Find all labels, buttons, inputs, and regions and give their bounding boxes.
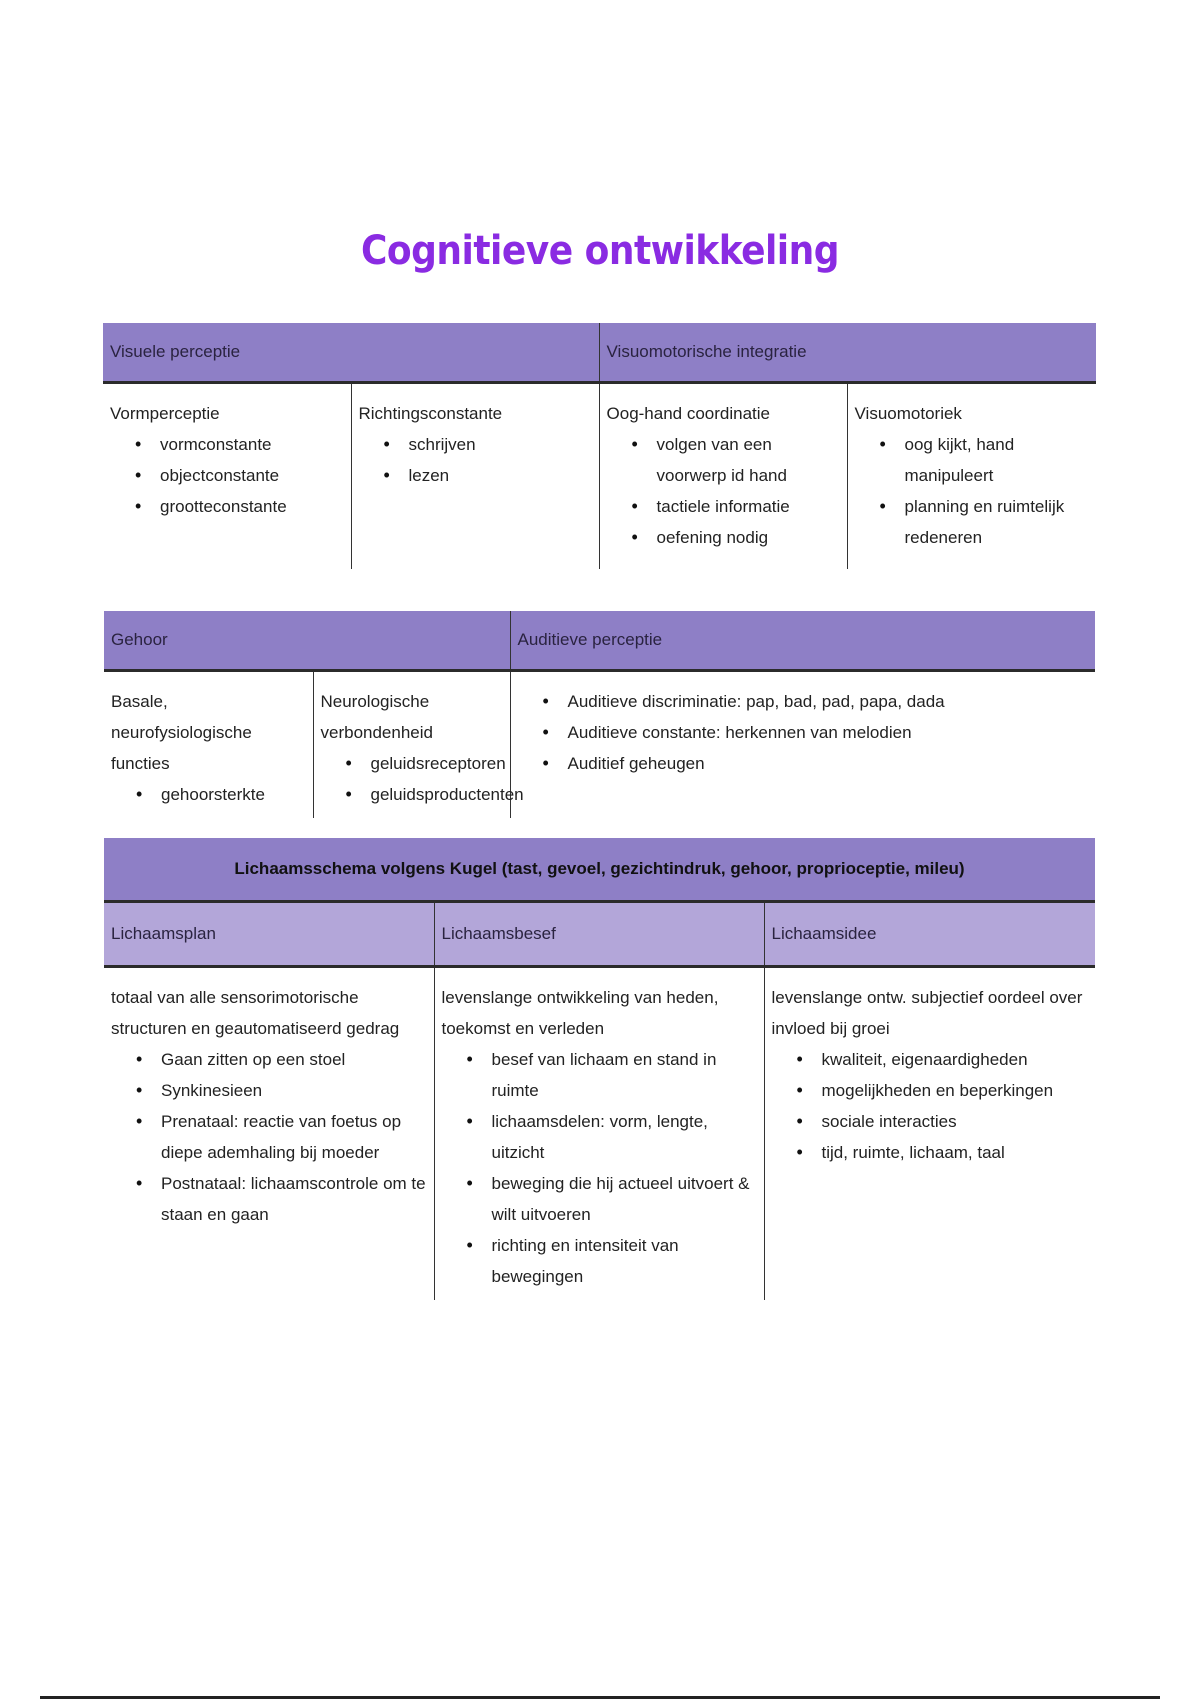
- table-auditory: [104, 611, 1095, 818]
- cell-heading: Vormperceptie: [110, 404, 220, 423]
- list-item: • sociale interacties: [822, 1106, 1089, 1137]
- list-item: • Postnataal: lichaamscontrole om te staan en gaan: [161, 1168, 427, 1230]
- list-item: • volgen van een voorwerp id hand: [657, 429, 840, 491]
- list-item: • geluidsproductenten: [371, 779, 503, 810]
- cell-neurologische-verbondenheid: [313, 671, 524, 819]
- header-gehoor: Gehoor: [104, 611, 510, 671]
- header-visuele-perceptie: Visuele perceptie: [103, 323, 599, 383]
- list-item: • objectconstante: [160, 460, 344, 491]
- list-item: • tijd, ruimte, lichaam, taal: [822, 1137, 1089, 1168]
- table-visual: [103, 323, 1096, 569]
- list-item: • vormconstante: [160, 429, 344, 460]
- cell-visuomotoriek: [847, 383, 1096, 569]
- subheader-lichaamsplan: Lichaamsplan: [104, 902, 434, 967]
- cell-heading: levenslange ontwikkeling van heden, toekomst en verleden: [441, 988, 719, 1038]
- table-lichaamsschema: [104, 838, 1095, 1300]
- footer-divider: [40, 1696, 1160, 1699]
- list-item: • tactiele informatie: [657, 491, 840, 522]
- cell-heading: levenslange ontw. subjectief oordeel over invloed bij groei: [771, 988, 1083, 1038]
- list-item: • Auditieve discriminatie: pap, bad, pad, papa, dada: [568, 686, 1089, 717]
- list-item: • Auditieve constante: herkennen van melodien: [568, 717, 1089, 748]
- cell-vormperceptie: [103, 383, 351, 569]
- header-visuomotorische-integratie: Visuomotorische integratie: [599, 323, 1096, 383]
- header-auditieve-perceptie: Auditieve perceptie: [510, 611, 1095, 671]
- list-item: • mogelijkheden en beperkingen: [822, 1075, 1089, 1106]
- subheader-lichaamsbesef: Lichaamsbesef: [434, 902, 764, 967]
- subheader-lichaamsidee: Lichaamsidee: [764, 902, 1095, 967]
- list-item: • planning en ruimtelijk redeneren: [905, 491, 1090, 553]
- cell-lichaamsidee: [764, 967, 1095, 1301]
- cell-richtingsconstante: [351, 383, 599, 569]
- cell-heading: Visuomotoriek: [854, 404, 962, 423]
- cell-heading: Neurologische verbondenheid: [320, 692, 433, 742]
- list-item: • Auditief geheugen: [568, 748, 1089, 779]
- list-item: • Gaan zitten op een stoel: [161, 1044, 427, 1075]
- list-item: • richting en intensiteit van bewegingen: [492, 1230, 757, 1292]
- cell-heading: totaal van alle sensorimotorische structuren en geautomatiseerd gedrag: [111, 988, 400, 1038]
- list-item: • Synkinesieen: [161, 1075, 427, 1106]
- cell-basale-functies: [104, 671, 313, 819]
- list-item: • schrijven: [409, 429, 592, 460]
- list-item: • besef van lichaam en stand in ruimte: [492, 1044, 757, 1106]
- list-item: • oefening nodig: [657, 522, 840, 553]
- list-item: • lichaamsdelen: vorm, lengte, uitzicht: [492, 1106, 757, 1168]
- cell-heading: Basale, neurofysiologische functies: [111, 692, 252, 773]
- list-item: • lezen: [409, 460, 592, 491]
- list-item: • kwaliteit, eigenaardigheden: [822, 1044, 1089, 1075]
- page-title: Cognitieve ontwikkeling: [360, 228, 840, 274]
- cell-lichaamsplan: [104, 967, 434, 1301]
- cell-auditieve-perceptie: [510, 671, 1095, 819]
- list-item: • beweging die hij actueel uitvoert & wilt uitvoeren: [492, 1168, 757, 1230]
- cell-heading: Richtingsconstante: [358, 404, 503, 423]
- list-item: • geluidsreceptoren: [371, 748, 503, 779]
- list-item: • grootteconstante: [160, 491, 344, 522]
- list-item: • gehoorsterkte: [161, 779, 306, 810]
- list-item: • oog kijkt, hand manipuleert: [905, 429, 1090, 491]
- cell-heading: Oog-hand coordinatie: [606, 404, 771, 423]
- cell-oog-hand-coordinatie: [599, 383, 847, 569]
- cell-lichaamsbesef: [434, 967, 764, 1301]
- list-item: • Prenataal: reactie van foetus op diepe ademhaling bij moeder: [161, 1106, 427, 1168]
- header-lichaamsschema: Lichaamsschema volgens Kugel (tast, gevoel, gezichtindruk, gehoor, proprioceptie, mileu): [104, 838, 1095, 902]
